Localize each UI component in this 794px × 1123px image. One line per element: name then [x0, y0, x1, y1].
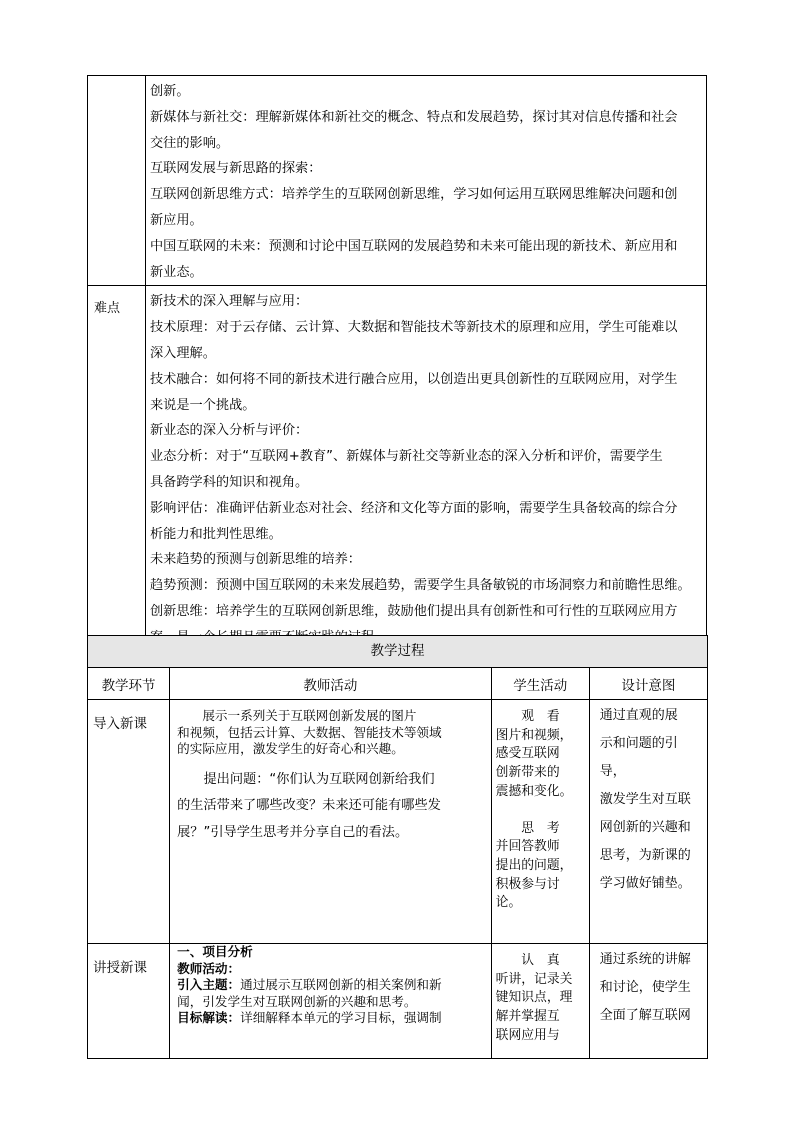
- student-activity: [491, 944, 589, 1059]
- text-line: 互联网发展与新思路的探索：: [150, 161, 322, 177]
- section-heading: 一、项目分析: [177, 944, 253, 959]
- text-line: 新业态的深入分析与评价：: [150, 423, 309, 439]
- text-line: 来说是一个挑战。: [150, 397, 256, 413]
- text-line: 示和问题的引导，: [599, 736, 678, 779]
- text-line: 展示一系列关于互联网创新发展的图片: [177, 708, 417, 723]
- intro-text: 通过展示互联网创新的相关案例和新: [240, 977, 442, 992]
- text-line: 新技术的深入理解与应用：: [150, 294, 309, 310]
- table-row: [88, 700, 708, 944]
- text-line: 提出的问题，: [495, 857, 573, 873]
- text-line: 提出问题：“你们认为互联网创新给我们: [177, 771, 435, 787]
- process-section-title: 教学过程: [87, 635, 708, 668]
- header-teacher: 教师活动: [170, 668, 492, 700]
- text-line: 学习做好铺垫。: [599, 876, 691, 891]
- text-line: [177, 1010, 487, 1027]
- focus-row-continued: [88, 76, 707, 286]
- text-line: 技术原理：对于云存储、云计算、大数据和智能技术等新技术的原理和应用，学生可能难以: [150, 320, 678, 336]
- focus-content: [146, 76, 707, 286]
- text-line: 观 看: [495, 709, 560, 724]
- table-row: [88, 944, 708, 1059]
- text-line: 创新带来的: [495, 765, 560, 781]
- text-line: 深入理解。: [150, 345, 216, 361]
- teaching-process-table: [87, 667, 708, 1059]
- text-line: 创新。: [150, 84, 190, 99]
- goal-label: 目标解读：: [177, 1010, 241, 1025]
- text-line: 创新思维：培养学生的互联网创新思维，鼓励他们提出具有创新性和可行性的互联网应用方: [150, 603, 678, 619]
- text-line: [177, 977, 487, 994]
- text-line: 的实际应用，激发学生的好奇心和兴趣。: [177, 741, 404, 756]
- text-line: 论。: [495, 895, 522, 911]
- student-activity: [491, 700, 589, 944]
- text-line: 互联网创新思维方式：培养学生的互联网创新思维，学习如何运用互联网思维解决问题和创: [150, 187, 678, 203]
- text-line: 技术融合：如何将不同的新技术进行融合应用，以创造出更具创新性的互联网应用，对学生: [150, 371, 678, 387]
- text-line: 影响评估：准确评估新业态对社会、经济和文化等方面的影响，需要学生具备较高的综合分: [150, 500, 678, 516]
- difficulty-row: [88, 286, 707, 651]
- text-line: 交往的影响。: [150, 135, 230, 151]
- text-line: 的生活带来了哪些改变？未来还可能有哪些发: [177, 798, 441, 813]
- text-line: 通过系统的讲解: [599, 952, 691, 967]
- text-line: 新业态。: [150, 264, 203, 280]
- text-line: 中国互联网的未来：预测和讨论中国互联网的发展趋势和未来可能出现的新技术、新应用和: [150, 238, 678, 254]
- text-line: 新媒体与新社交：理解新媒体和新社交的概念、特点和发展趋势，探讨其对信息传播和社会: [150, 109, 678, 125]
- text-line: 网创新的兴趣和: [599, 820, 691, 835]
- text-line: 思考，为新课的: [599, 848, 691, 863]
- design-intent: [589, 944, 707, 1059]
- text-line: 未来趋势的预测与创新思维的培养：: [150, 552, 361, 568]
- text-line: 通过直观的展: [599, 708, 678, 723]
- text-line: 联网应用与: [495, 1027, 560, 1043]
- text-line: 和视频，包括云计算、大数据、智能技术等领域: [177, 724, 442, 740]
- header-row: [88, 668, 708, 700]
- text-line: 积极参与讨: [495, 876, 560, 892]
- stage-lecture: 讲授新课: [88, 944, 170, 1059]
- header-student: 学生活动: [491, 668, 589, 700]
- text-line: 全面了解互联网: [599, 1008, 691, 1023]
- text-line: 和讨论，使学生: [599, 980, 691, 995]
- text-line: 解并掌握互: [495, 1009, 560, 1025]
- text-line: 听讲，记录关: [495, 971, 573, 987]
- text-line: 震撼和变化。: [495, 783, 573, 799]
- text-line: 闻，引发学生对互联网创新的兴趣和思考。: [177, 993, 417, 1009]
- text-line: 展？”引导学生思考并分享自己的看法。: [177, 824, 409, 840]
- text-line: 感受互联网: [495, 746, 560, 762]
- row-label: [88, 76, 146, 286]
- text-line: 思 考: [495, 820, 560, 836]
- text-line: 认 真: [495, 953, 560, 968]
- text-line: 趋势预测：预测中国互联网的未来发展趋势，需要学生具备敏锐的市场洞察力和前瞻性思维。: [150, 578, 691, 594]
- stage-intro: 导入新课: [88, 700, 170, 944]
- subheading: 教师活动：: [177, 960, 241, 976]
- text-line: 新应用。: [150, 212, 203, 228]
- difficulty-content: [146, 286, 707, 651]
- text-line: 键知识点，理: [495, 990, 573, 1006]
- text-line: 业态分析：对于“互联网+教育”、新媒体与新社交等新业态的深入分析和评价，需要学生: [150, 449, 663, 465]
- text-line: 激发学生对互联: [599, 792, 691, 807]
- design-intent: [589, 700, 707, 944]
- teacher-activity: [170, 944, 492, 1059]
- text-line: 并回答教师: [495, 839, 560, 855]
- goal-text: 详细解释本单元的学习目标，强调制: [240, 1010, 442, 1025]
- header-stage: 教学环节: [88, 668, 170, 700]
- intro-label: 引入主题：: [177, 977, 241, 992]
- difficulty-label: 难点: [88, 286, 146, 651]
- header-design: 设计意图: [589, 668, 707, 700]
- text-line: 析能力和批判性思维。: [150, 526, 282, 542]
- key-points-table: [87, 75, 707, 652]
- teacher-activity: [170, 700, 492, 944]
- text-line: 具备跨学科的知识和视角。: [150, 474, 309, 490]
- text-line: 图片和视频，: [495, 727, 573, 743]
